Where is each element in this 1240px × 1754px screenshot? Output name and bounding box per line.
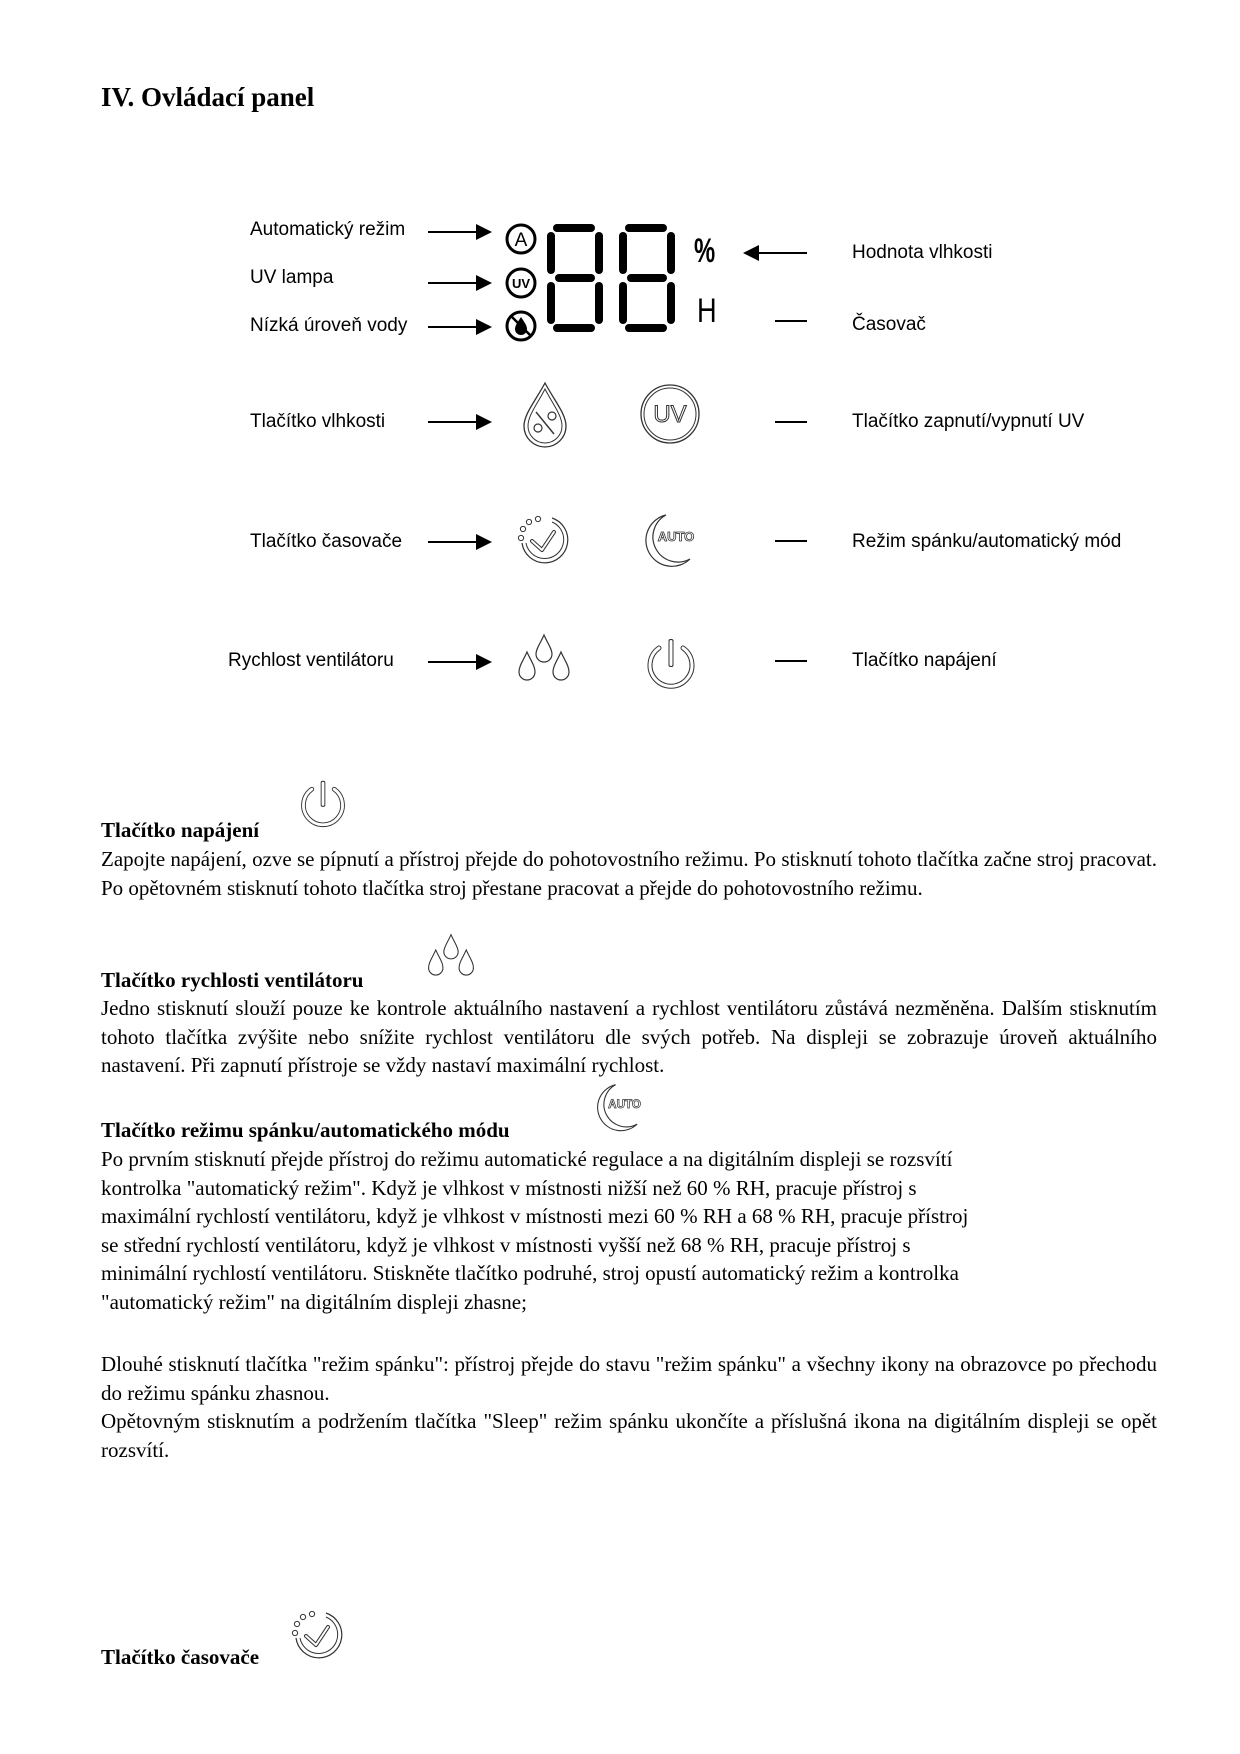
low-water-icon (505, 310, 537, 342)
label-timer: Časovač (852, 314, 926, 335)
auto-button-text: AUTO (657, 529, 695, 544)
arrow-left-icon (745, 252, 807, 254)
label-uv-lamp: UV lampa (250, 267, 334, 288)
power-icon (296, 778, 350, 832)
arrow-right-icon (428, 282, 490, 284)
uv-indicator-text: UV (511, 276, 531, 291)
uv-indicator-icon (505, 267, 537, 299)
arrow-right-icon (428, 421, 490, 423)
section-title-sleep: Tlačítko režimu spánku/automatického módu (101, 1118, 510, 1142)
section-text-long-press: Dlouhé stisknutí tlačítka "režim spánku": přístroj přejde do stavu "režim spánku" a všechny ikony na obrazovce po přechodu do režimu spánku zhasnou. (101, 1352, 1157, 1405)
seven-segment-display (545, 220, 680, 340)
fan-speed-icon (425, 932, 477, 984)
power-button-icon[interactable] (642, 636, 700, 694)
section-text-sleep (101, 1145, 1157, 1316)
label-low-water: Nízká úroveň vody (250, 315, 408, 336)
arrow-right-icon (428, 326, 490, 328)
digit-1 (547, 224, 603, 332)
label-humidity-value: Hodnota vlhkosti (852, 242, 993, 263)
percent-symbol: % (694, 232, 716, 270)
sleep-line: "automatický režim" na digitálním displeji zhasne; (101, 1289, 527, 1314)
page-title: IV. Ovládací panel (101, 82, 315, 112)
fan-speed-button-icon[interactable] (515, 632, 573, 690)
connector-line (775, 660, 807, 662)
label-humidity-button: Tlačítko vlhkosti (250, 411, 386, 432)
label-timer-button: Tlačítko časovače (250, 531, 403, 552)
label-auto-mode: Automatický režim (250, 219, 406, 240)
section-text-exit-sleep: Opětovným stisknutím a podržením tlačítka "Sleep" režim spánku ukončíte a příslušná ikona na digitálním displeji se opět rozsvítí. (101, 1409, 1157, 1462)
arrow-right-icon (428, 661, 490, 663)
sleep-line: minimální rychlostí ventilátoru. Stiskněte tlačítko podruhé, stroj opustí automatický režim a kontrolka (101, 1261, 959, 1285)
humidity-button-icon[interactable] (520, 380, 570, 448)
label-sleep-auto: Režim spánku/automatický mód (852, 531, 1122, 552)
sleep-auto-button-icon[interactable] (640, 512, 704, 570)
auto-icon-text: AUTO (608, 1098, 641, 1111)
timer-icon (288, 1605, 348, 1663)
uv-button-icon[interactable] (638, 383, 702, 445)
label-fan-speed: Rychlost ventilátoru (228, 650, 394, 671)
arrow-right-icon (428, 231, 490, 233)
section-title-timer: Tlačítko časovače (101, 1645, 260, 1669)
sleep-line: se střední rychlostí ventilátoru, když je vlhkost v místnosti vyšší než 68 % RH, pracuje přístroj s (101, 1232, 911, 1257)
digit-2 (619, 224, 675, 332)
section-text-power: Zapojte napájení, ozve se pípnutí a přístroj přejde do pohotovostního režimu. Po stisknutí tohoto tlačítka začne stroj pracovat. Po opětovném stisknutí tohoto tlačítka stroj přestane pracovat a přejde do pohotovostního režimu. (101, 847, 1157, 900)
auto-indicator-letter: A (514, 230, 528, 251)
connector-line (775, 540, 807, 542)
section-title-fan: Tlačítko rychlosti ventilátoru (101, 968, 364, 992)
sleep-line: Po prvním stisknutí přejde přístroj do režimu automatické regulace a na digitálním displeji se rozsvítí (101, 1147, 953, 1171)
label-power: Tlačítko napájení (852, 650, 997, 671)
sleep-line: maximální rychlostí ventilátoru, když je vlhkost v místnosti mezi 60 % RH a 68 % RH, pracuje přístroj (101, 1204, 969, 1228)
sleep-line: kontrolka "automatický režim". Když je vlhkost v místnosti nižší než 60 % RH, pracuje přístroj s (101, 1175, 917, 1200)
hour-symbol: H (697, 292, 717, 330)
section-text-fan: Jedno stisknutí slouží pouze ke kontrole aktuálního nastavení a rychlost ventilátoru zůstává nezměněna. Dalším stisknutím tohoto tlačítka zvýšite nebo snížite rychlost ventilátoru dle svých potřeb. Na displeji se zobrazuje úroveň aktuálního nastavení. Při zapnutí přístroje se vždy nastaví maximální rychlost. (101, 996, 1157, 1077)
arrow-right-icon (428, 541, 490, 543)
uv-button-text: UV (653, 401, 687, 428)
auto-indicator-icon (505, 223, 537, 255)
connector-line (775, 320, 807, 322)
sleep-auto-icon (592, 1082, 650, 1134)
connector-line (775, 421, 807, 423)
label-uv-toggle: Tlačítko zapnutí/vypnutí UV (852, 411, 1085, 432)
timer-button-icon[interactable] (514, 510, 574, 568)
section-title-power: Tlačítko napájení (101, 818, 260, 842)
